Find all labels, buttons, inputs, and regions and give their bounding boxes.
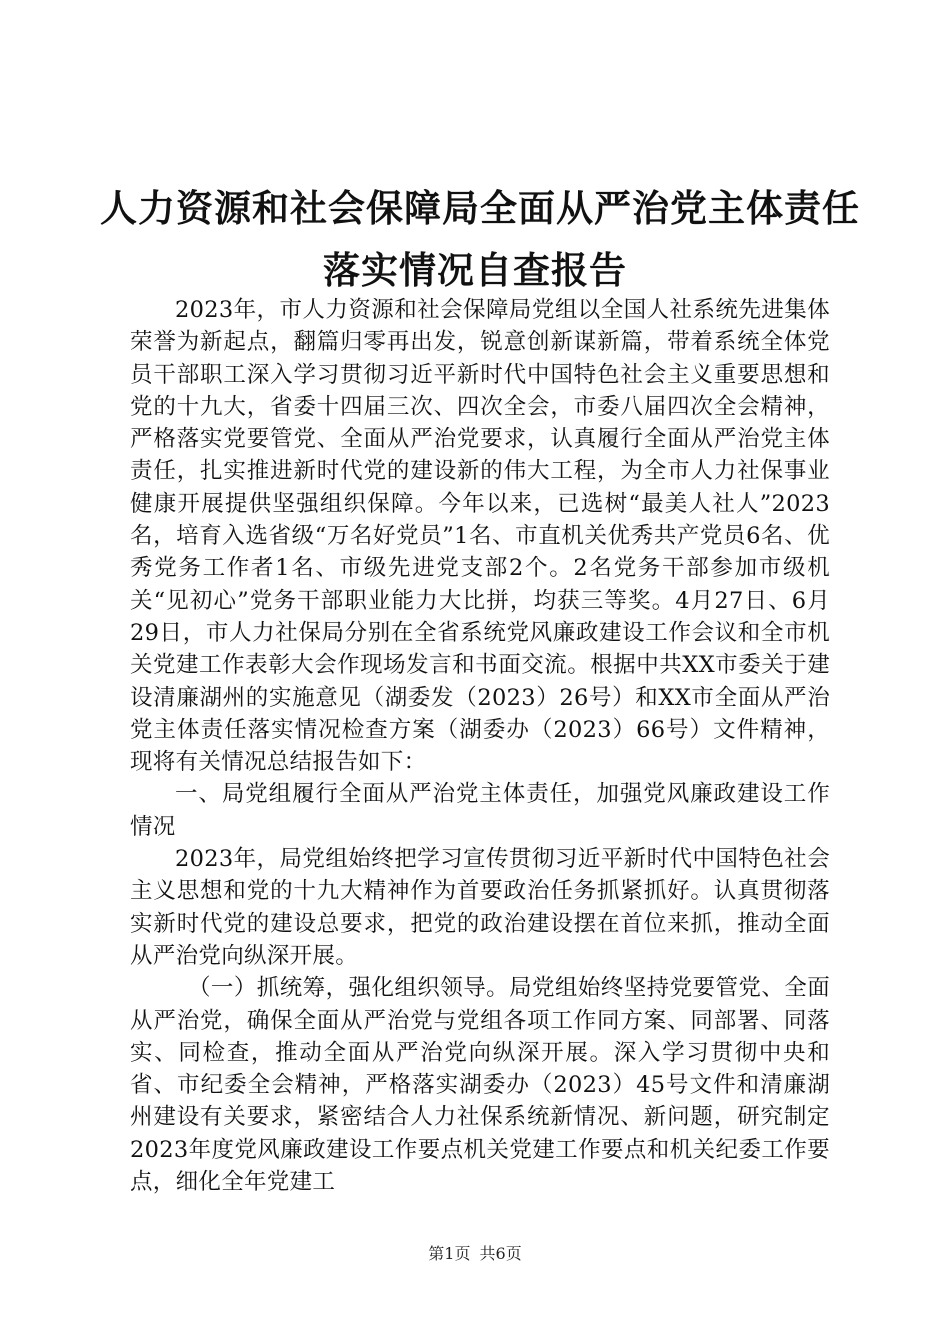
page-number: 第1页: [428, 1244, 471, 1263]
section-heading-1: 一、局党组履行全面从严治党主体责任，加强党风廉政建设工作情况: [130, 781, 830, 840]
page-total: 共6页: [479, 1244, 522, 1263]
document-title: [100, 178, 860, 302]
title-line-1: 人力资源和社会保障局全面从严治党主体责任: [100, 187, 860, 230]
paragraph-intro: 2023年，市人力资源和社会保障局党组以全国人社系统先进集体荣誉为新起点，翻篇归零再出发，锐意创新谋新篇，带着系统全体党员干部职工深入学习贯彻习近平新时代中国特色社会主义重要思想和党的十九大，省委十四届三次、四次全会，市委八届四次全会精神，严格落实党要管党、全面从严治党要求，认真履行全面从严治党主体责任，扎实推进新时代党的建设新的伟大工程，为全市人力社保事业健康开展提供坚强组织保障。今年以来，已选树“最美人社人”2023名，培育入选省级“万名好党员”1名、市直机关优秀共产党员6名、优秀党务工作者1名、市级先进党支部2个。2名党务干部参加市级机关“见初心”党务干部职业能力大比拼，均获三等奖。4月27日、6月29日，市人力社保局分别在全省系统党风廉政建设工作会议和全市机关党建工作表彰大会作现场发言和书面交流。根据中共XX市委关于建设清廉湖州的实施意见（湖委发（2023）26号）和XX市全面从严治党主体责任落实情况检查方案（湖委办（2023）66号）文件精神，现将有关情况总结报告如下：: [130, 297, 830, 776]
title-line-2: 落实情况自查报告: [323, 249, 627, 292]
document-body: [130, 294, 830, 1198]
page-footer: [0, 1241, 950, 1264]
paragraph-subsection-1: （一）抓统筹，强化组织领导。局党组始终坚持党要管党、全面从严治党，确保全面从严治党与党组各项工作同方案、同部署、同落实、同检查，推动全面从严治党向纵深开展。深入学习贯彻中央和省、市纪委全会精神，严格落实湖委办（2023）45号文件和清廉湖州建设有关要求，紧密结合人力社保系统新情况、新问题，研究制定2023年度党风廉政建设工作要点机关党建工作要点和机关纪委工作要点，细化全年党建工: [130, 975, 830, 1196]
paragraph-section-1: 2023年，局党组始终把学习宣传贯彻习近平新时代中国特色社会主义思想和党的十九大精神作为首要政治任务抓紧抓好。认真贯彻落实新时代党的建设总要求，把党的政治建设摆在首位来抓，推动全面从严治党向纵深开展。: [130, 846, 830, 969]
